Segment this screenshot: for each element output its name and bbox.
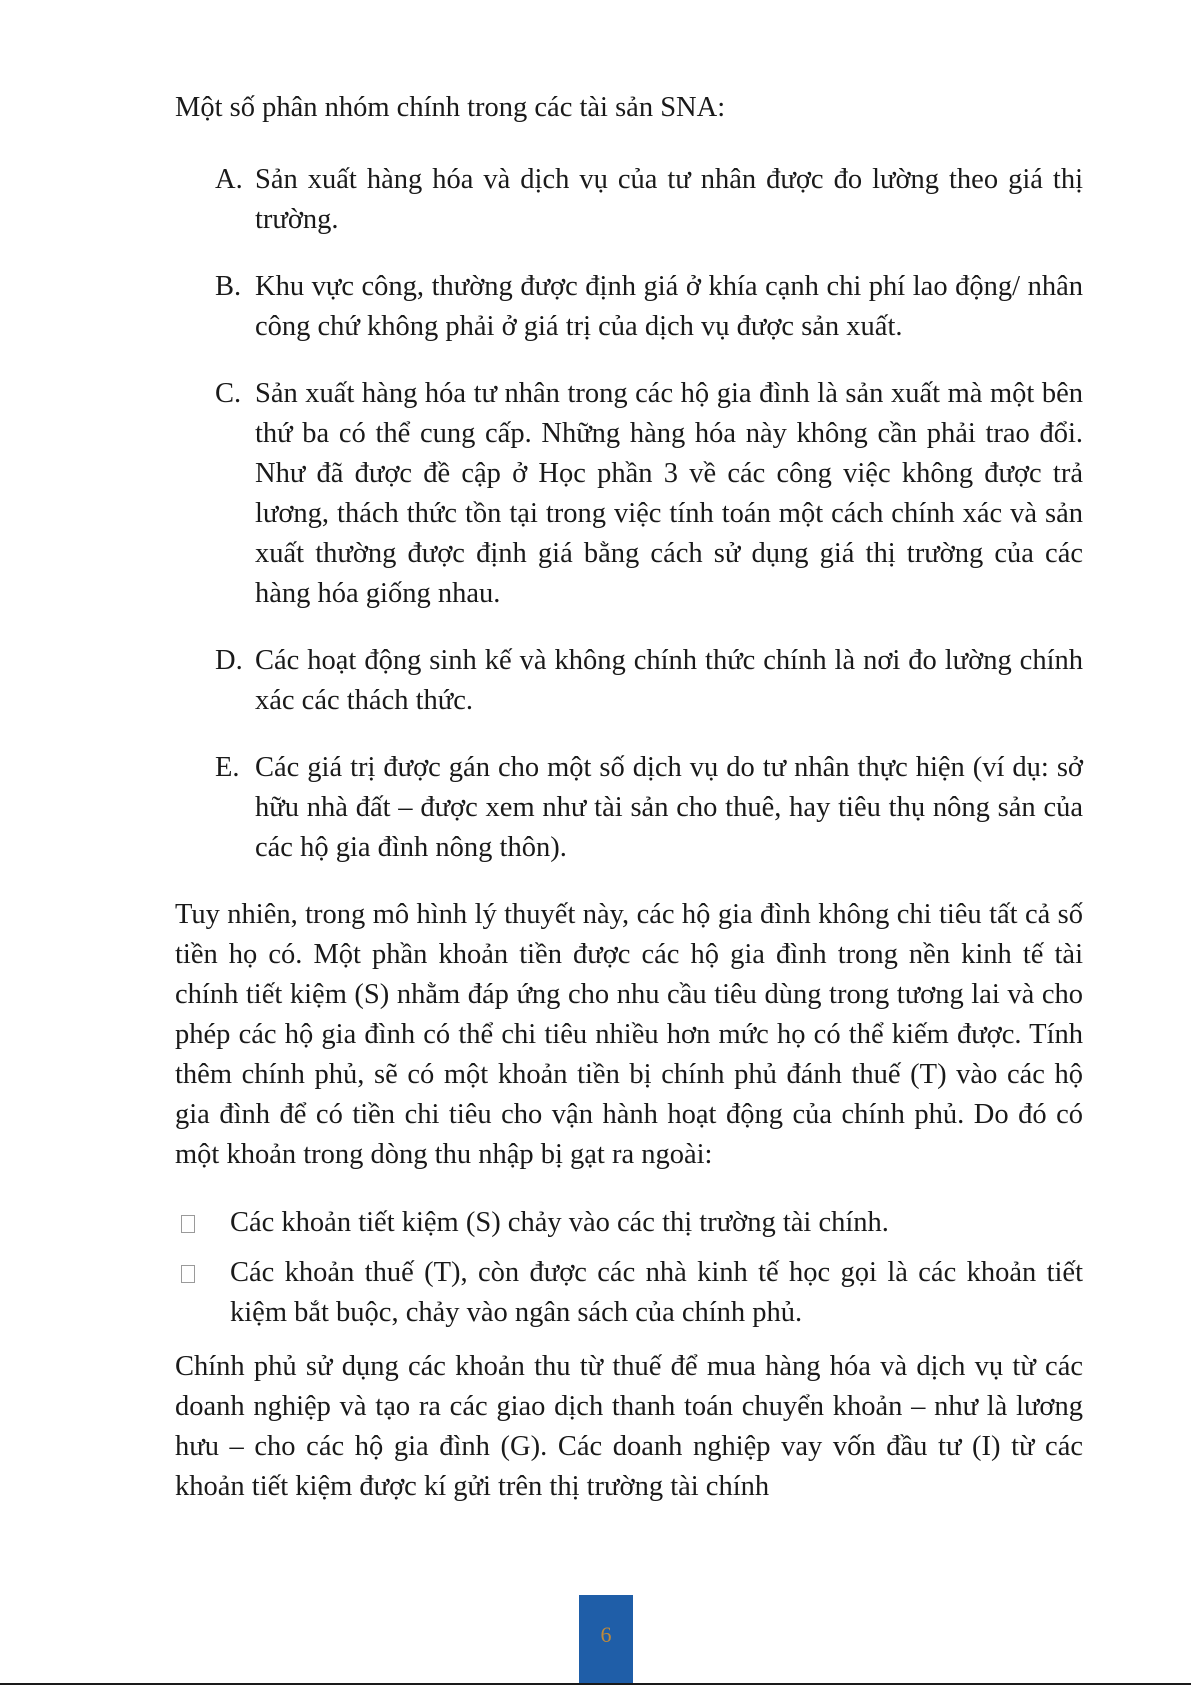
list-item xyxy=(215,641,1083,721)
body-paragraph: Tuy nhiên, trong mô hình lý thuyết này, các hộ gia đình không chi tiêu tất cả số tiền họ có. Một phần khoản tiền được các hộ gia đình trong nền kinh tế tài chính tiết kiệm (S) nhằm đáp ứng cho nhu cầu tiêu dùng trong tương lai và cho phép các hộ gia đình có thể chi tiêu nhiều hơn mức họ có thể kiếm được. Tính thêm chính phủ, sẽ có một khoản tiền bị chính phủ đánh thuế (T) vào các hộ gia đình để có tiền chi tiêu cho vận hành hoạt động của chính phủ. Do đó có một khoản trong dòng thu nhập bị gạt ra ngoài: xyxy=(175,899,1083,1170)
square-bullet-icon xyxy=(181,1215,195,1233)
item-text: Sản xuất hàng hóa tư nhân trong các hộ gia đình là sản xuất mà một bên thứ ba có thể cung cấp. Những hàng hóa này không cần phải trao đổi. Như đã được đề cập ở Học phần 3 về các công việc không được trả lương, thách thức tồn tại trong việc tính toán một cách chính xác và sản xuất thường được định giá bằng cách sử dụng giá thị trường của các hàng hóa giống nhau. xyxy=(255,378,1083,609)
item-letter: A. xyxy=(215,164,243,195)
bullet-text: Các khoản tiết kiệm (S) chảy vào các thị trường tài chính. xyxy=(230,1207,889,1238)
intro-paragraph: Một số phân nhóm chính trong các tài sản SNA: xyxy=(175,92,726,123)
list-item xyxy=(175,1203,1083,1243)
square-bullet-icon xyxy=(181,1265,195,1283)
list-item xyxy=(215,267,1083,347)
list-item xyxy=(215,748,1083,868)
page-content xyxy=(175,88,1083,1507)
item-letter: B. xyxy=(215,271,242,302)
lettered-list xyxy=(215,160,1083,868)
list-item xyxy=(215,160,1083,240)
item-letter: E. xyxy=(215,752,240,783)
item-text: Các hoạt động sinh kế và không chính thức chính là nơi đo lường chính xác các thách thức. xyxy=(255,645,1083,716)
item-text: Các giá trị được gán cho một số dịch vụ do tư nhân thực hiện (ví dụ: sở hữu nhà đất – được xem như tài sản cho thuê, hay tiêu thụ nông sản của các hộ gia đình nông thôn). xyxy=(255,752,1083,863)
list-item xyxy=(215,374,1083,614)
bullet-text: Các khoản thuế (T), còn được các nhà kinh tế học gọi là các khoản tiết kiệm bắt buộc, chảy vào ngân sách của chính phủ. xyxy=(230,1257,1083,1328)
page-number: 6 xyxy=(600,1622,612,1647)
list-item xyxy=(175,1253,1083,1333)
closing-paragraph: Chính phủ sử dụng các khoản thu từ thuế để mua hàng hóa và dịch vụ từ các doanh nghiệp và tạo ra các giao dịch thanh toán chuyển khoản – như là lương hưu – cho các hộ gia đình (G). Các doanh nghiệp vay vốn đầu tư (I) từ các khoản tiết kiệm được kí gửi trên thị trường tài chính xyxy=(175,1351,1083,1502)
page-number-tab xyxy=(579,1595,633,1685)
bullet-list xyxy=(175,1203,1083,1333)
item-letter: C. xyxy=(215,378,242,409)
item-text: Khu vực công, thường được định giá ở khía cạnh chi phí lao động/ nhân công chứ không phải ở giá trị của dịch vụ được sản xuất. xyxy=(255,271,1083,342)
item-text: Sản xuất hàng hóa và dịch vụ của tư nhân được đo lường theo giá thị trường. xyxy=(255,164,1083,235)
item-letter: D. xyxy=(215,645,243,676)
